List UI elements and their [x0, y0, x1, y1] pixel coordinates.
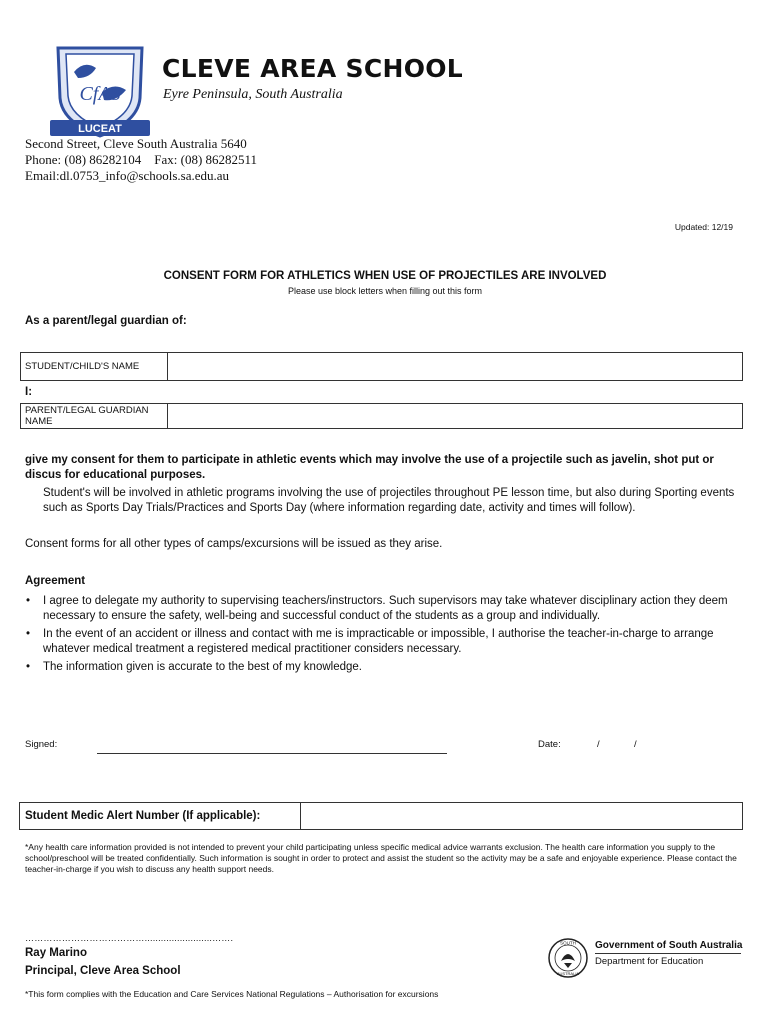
email-line: Email:dl.0753_info@schools.sa.edu.au — [25, 168, 230, 183]
date-separator: / — [634, 739, 637, 750]
agreement-item — [25, 627, 740, 656]
school-region: Eyre Peninsula, South Australia — [163, 87, 343, 102]
government-name: Government of South Australia — [595, 940, 743, 951]
agreement-item — [25, 594, 740, 623]
address-line: Second Street, Cleve South Australia 5640 — [25, 136, 247, 151]
date-label: Date: — [538, 739, 561, 750]
health-care-note: *Any health care information provided is not intended to prevent your child participating unless specific medical advice warrants exclusion. The health care information you supply to the school/preschool will be treated confidentially. Such information is sought in order to protect and assist the student so the activity may be a safe and enjoyable experience. Please contact the teacher-in-charge if you wish to discuss any health support needs. — [25, 842, 737, 874]
bullet-icon: • — [26, 661, 31, 673]
seal-top-text: SOUTH — [560, 940, 576, 946]
school-address — [25, 136, 257, 184]
consent-statement: give my consent for them to participate in athletic events which may involve the use of a projectile such as javelin, shot put or discus for educational purposes. — [25, 454, 714, 481]
agreement-item-text: The information given is accurate to the best of my knowledge. — [43, 661, 362, 673]
bullet-icon: • — [26, 595, 31, 607]
medic-alert-label: Student Medic Alert Number (If applicable): — [20, 803, 301, 829]
school-crest-logo — [44, 42, 156, 142]
signature-dots: ………………………………….........................……. — [25, 933, 234, 943]
principal-title: Principal, Cleve Area School — [25, 965, 181, 977]
agreement-item-text: I agree to delegate my authority to supervising teachers/instructors. Such supervisors may take whatever disciplinary action they deem necessary to ensure the safety, well-being and successful conduct of the students as a group and individually. — [43, 595, 728, 622]
seal-bottom-text: AUSTRALIA — [556, 971, 580, 976]
form-subtitle: Please use block letters when filling out this form — [287, 286, 483, 296]
government-divider — [595, 953, 741, 954]
guardian-of-heading: As a parent/legal guardian of: — [25, 315, 187, 327]
crest-monogram: CfAS — [79, 83, 121, 105]
signature-line[interactable] — [97, 753, 447, 754]
updated-date: Updated: 12/19 — [674, 222, 733, 232]
sa-government-seal-icon — [545, 937, 591, 979]
child-name-field — [20, 352, 743, 381]
medic-alert-field — [19, 802, 743, 830]
phone-fax-line: Phone: (08) 86282104 Fax: (08) 86282511 — [25, 152, 258, 167]
i-label: I: — [25, 386, 33, 398]
guardian-name-label: PARENT/LEGAL GUARDIAN NAME — [21, 404, 168, 428]
programs-description: Student's will be involved in athletic programs involving the use of projectiles throughout PE lesson time, but also during Sporting events such as Sports Day Trials/Practices and Sports Day (where information regarding date, activity and times will follow). — [43, 487, 735, 514]
form-title: CONSENT FORM FOR ATHLETICS WHEN USE OF PROJECTILES ARE INVOLVED — [163, 270, 607, 282]
school-name: CLEVE AREA SCHOOL — [162, 54, 464, 83]
camps-note: Consent forms for all other types of camps/excursions will be issued as they arise. — [25, 538, 443, 550]
signed-label: Signed: — [25, 739, 58, 750]
date-separator: / — [597, 739, 600, 750]
medic-alert-input[interactable] — [301, 803, 742, 829]
child-name-label: STUDENT/CHILD'S NAME — [21, 353, 168, 380]
agreement-list — [25, 594, 740, 679]
child-name-input[interactable] — [168, 353, 742, 380]
regulations-note: *This form complies with the Education and Care Services National Regulations – Authorisation for excursions — [25, 989, 439, 999]
guardian-name-field — [20, 403, 743, 429]
bullet-icon: • — [26, 628, 31, 640]
agreement-heading: Agreement — [25, 575, 86, 587]
agreement-item — [25, 660, 740, 675]
agreement-item-text: In the event of an accident or illness and contact with me is impracticable or impossible, I authorise the teacher-in-charge to arrange whatever medical treatment a registered medical practitioner considers necessary. — [43, 628, 714, 655]
principal-name: Ray Marino — [25, 947, 87, 959]
department-name: Department for Education — [595, 956, 704, 967]
crest-motto: LUCEAT — [78, 123, 122, 135]
guardian-name-input[interactable] — [168, 404, 742, 428]
